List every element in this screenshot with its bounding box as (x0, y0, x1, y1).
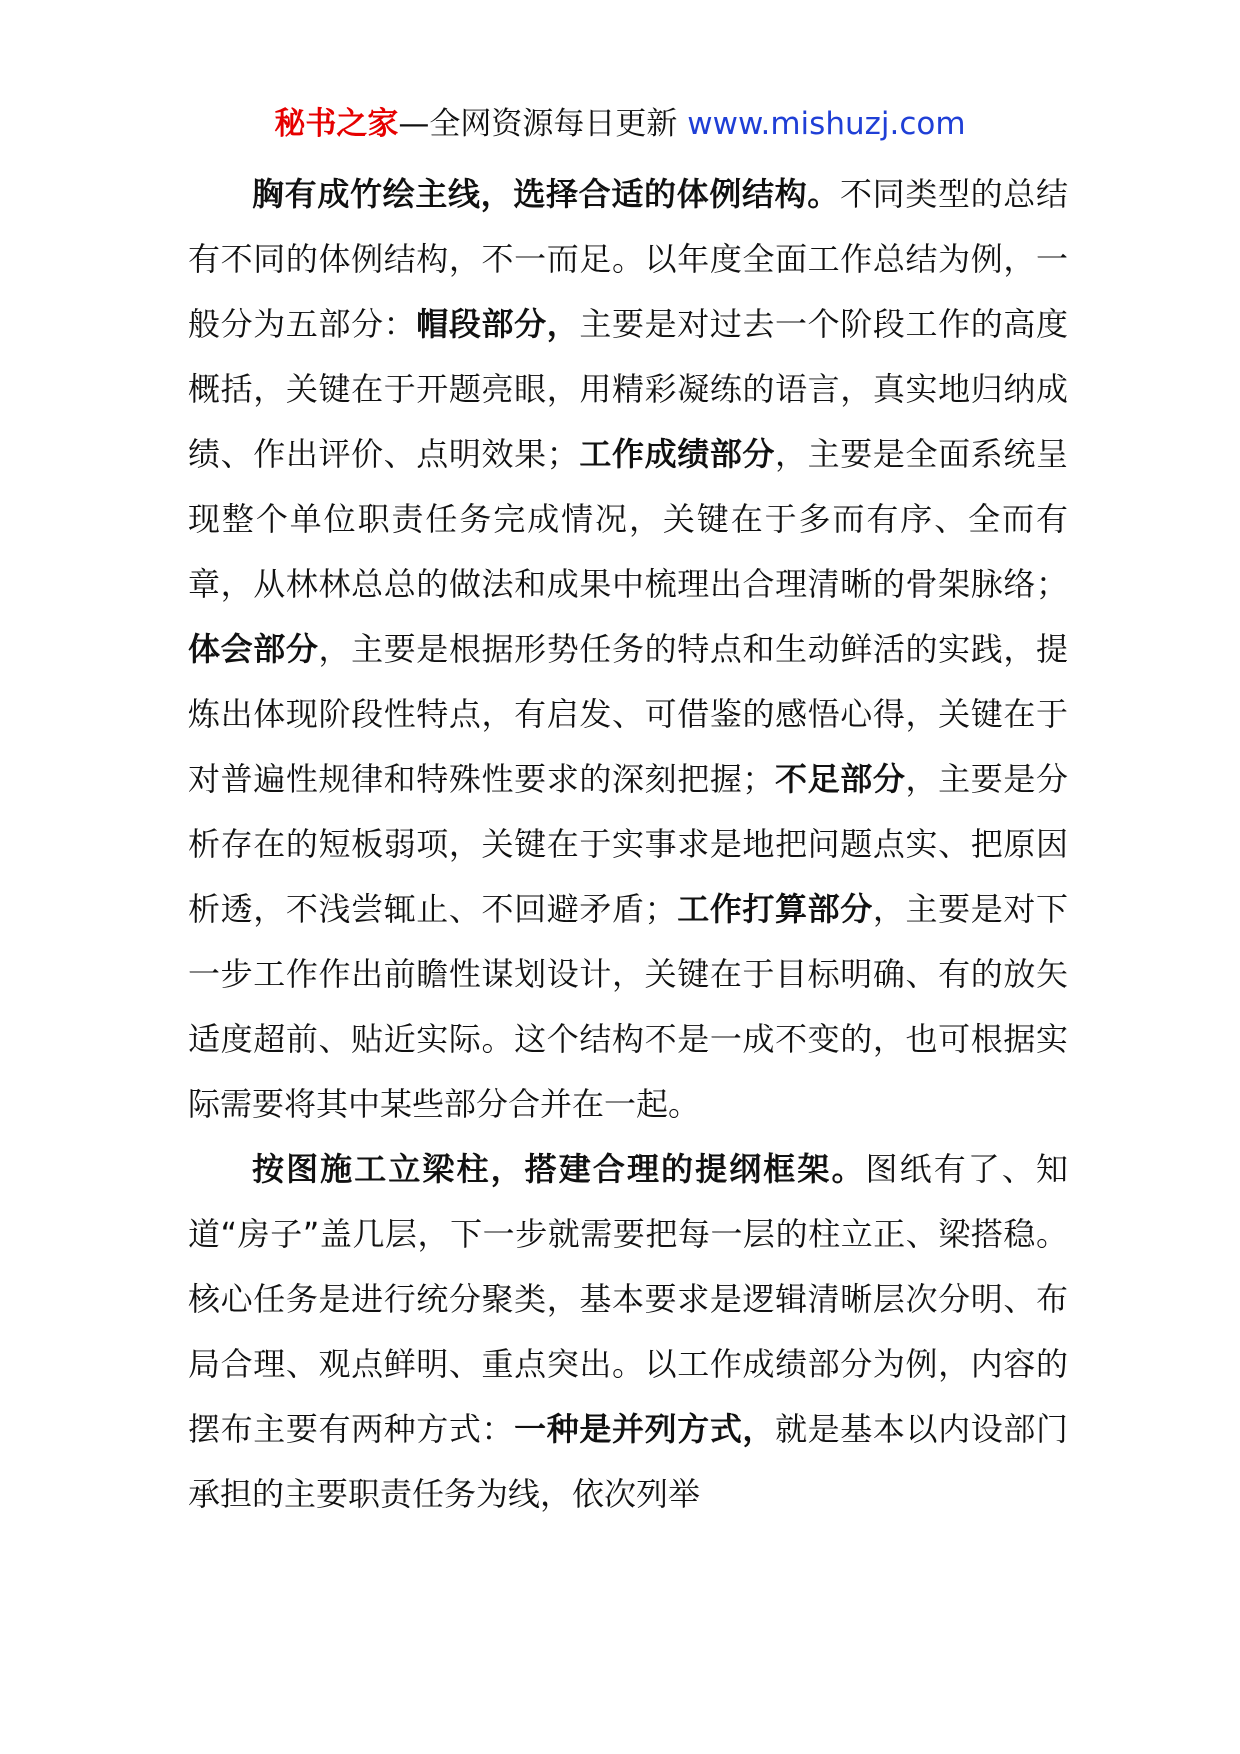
paragraph-framework (188, 1137, 1068, 1527)
bold-term: 体会部分 (188, 630, 319, 668)
bold-term: 帽段部分， (416, 305, 580, 343)
bold-term: 一种是并列方式， (514, 1410, 776, 1448)
bold-term: 工作打算部分 (676, 890, 873, 928)
brand-name: 秘书之家 (274, 106, 399, 142)
paragraph-text: ，主要是对下一步工作作出前瞻性谋划设计，关键在于目标明确、有的放矢适度超前、贴近实际。这个结构不是一成不变的，也可根据实际需要将其中某些部分合并在一起。 (188, 890, 1068, 1123)
bold-term: 不足部分 (774, 760, 906, 798)
paragraph-text: 主要是对过去一个阶段工作的高度概括，关键在于开题亮眼，用精彩凝练的语言，真实地归纳成绩、作出评价、点明效果； (188, 305, 1068, 473)
header-tagline: —全网资源每日更新 (398, 106, 678, 142)
site-header (0, 100, 1240, 148)
bold-term: 工作成绩部分 (578, 435, 776, 473)
paragraph-structure (188, 162, 1068, 1137)
paragraph-text: ，主要是根据形势任务的特点和生动鲜活的实践，提炼出体现阶段性特点，有启发、可借鉴的感悟心得，关键在于对普遍性规律和特殊性要求的深刻把握； (188, 630, 1068, 798)
paragraph-lead: 胸有成竹绘主线，选择合适的体例结构。 (252, 175, 840, 213)
paragraph-lead: 按图施工立梁柱，搭建合理的提纲框架。 (252, 1150, 866, 1188)
paragraph-text: 图纸有了、知道“房子”盖几层，下一步就需要把每一层的柱立正、梁搭稳。核心任务是进行统分聚类，基本要求是逻辑清晰层次分明、布局合理、观点鲜明、重点突出。以工作成绩部分为例，内容的摆布主要有两种方式： (188, 1150, 1068, 1448)
paragraph-text: 不同类型的总结有不同的体例结构，不一而足。以年度全面工作总结为例，一般分为五部分： (188, 175, 1068, 343)
paragraph-text: ，主要是全面系统呈现整个单位职责任务完成情况，关键在于多而有序、全而有章，从林林总总的做法和成果中梳理出合理清晰的骨架脉络； (188, 435, 1068, 603)
paragraph-text: 就是基本以内设部门承担的主要职责任务为线，依次列举 (188, 1410, 1068, 1513)
paragraph-text: ，主要是分析存在的短板弱项，关键在于实事求是地把问题点实、把原因析透，不浅尝辄止、不回避矛盾； (188, 760, 1068, 928)
site-url-link[interactable]: www.mishuzj.com (687, 106, 966, 142)
document-body (188, 162, 1068, 1527)
